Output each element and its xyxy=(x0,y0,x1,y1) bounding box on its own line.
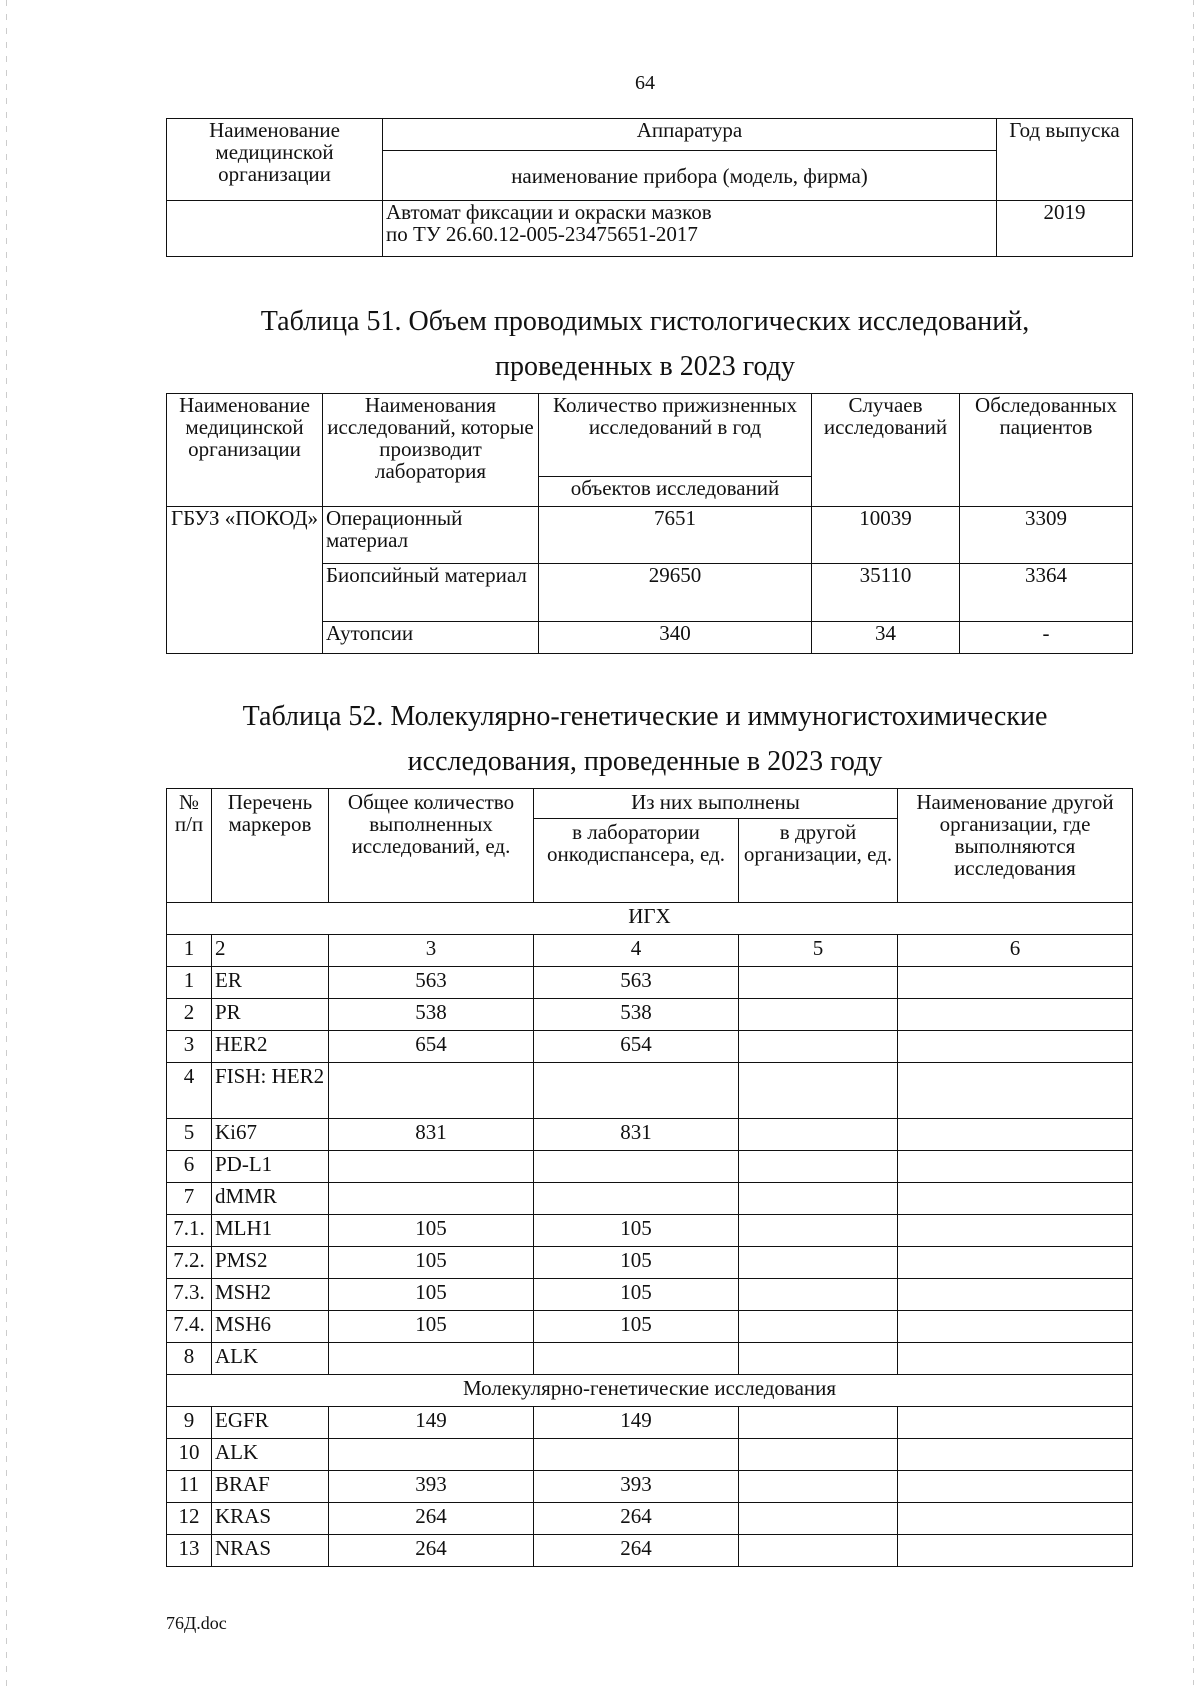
cell-marker: FISH: HER2 xyxy=(212,1063,329,1119)
header-year: Год выпуска xyxy=(997,119,1133,201)
table52-title-line1: Таблица 52. Молекулярно-генетические и иммуногистохимические xyxy=(242,701,1048,732)
cell-other-name xyxy=(898,1471,1133,1503)
cell-num: 13 xyxy=(167,1535,212,1567)
cell-num: 11 xyxy=(167,1471,212,1503)
header-org: Наименование медицинской организации xyxy=(167,394,323,507)
header-org: Наименование медицинской организации xyxy=(167,119,383,201)
table-row xyxy=(167,1279,1133,1311)
scan-edge-right xyxy=(1193,0,1194,1686)
table-row xyxy=(167,1247,1133,1279)
cell-org: ГБУЗ «ПОКОД» xyxy=(167,507,323,654)
scan-edge-left xyxy=(6,0,7,1686)
cell-marker: ALK xyxy=(212,1439,329,1471)
table-row xyxy=(167,1503,1133,1535)
table51-title-line2: проведенных в 2023 году xyxy=(494,351,795,382)
cell-total: 105 xyxy=(329,1311,534,1343)
header-equipment: Аппаратура xyxy=(383,119,997,151)
cell-lab: 264 xyxy=(534,1535,739,1567)
cell-other-name xyxy=(898,1031,1133,1063)
cell-marker: MSH6 xyxy=(212,1311,329,1343)
cell-other-name xyxy=(898,1439,1133,1471)
header-studies: Наименования исследований, которые производит лаборатория xyxy=(323,394,539,507)
cell-num: 4 xyxy=(167,1063,212,1119)
cell-marker: PD-L1 xyxy=(212,1151,329,1183)
cell-total: 105 xyxy=(329,1247,534,1279)
table-row xyxy=(167,1343,1133,1375)
cell-num: 7.1. xyxy=(167,1215,212,1247)
cell-marker: NRAS xyxy=(212,1535,329,1567)
cell-lab xyxy=(534,1151,739,1183)
col-number: 5 xyxy=(739,935,898,967)
cell-total xyxy=(329,1439,534,1471)
cell-patients: 3364 xyxy=(960,564,1133,622)
table-row xyxy=(167,999,1133,1031)
cell-other-name xyxy=(898,1215,1133,1247)
table-row xyxy=(167,1535,1133,1567)
col-number: 1 xyxy=(167,935,212,967)
cell-total: 264 xyxy=(329,1535,534,1567)
cell-patients: - xyxy=(960,622,1133,654)
table51-title-line1: Таблица 51. Объем проводимых гистологических исследований, xyxy=(260,306,1030,337)
cell-total xyxy=(329,1183,534,1215)
cell-other xyxy=(739,999,898,1031)
table-row xyxy=(167,967,1133,999)
cell-other xyxy=(739,1439,898,1471)
cell-study-name: Биопсийный материал xyxy=(323,564,539,622)
cell-total: 654 xyxy=(329,1031,534,1063)
cell-other xyxy=(739,967,898,999)
cell-lab: 149 xyxy=(534,1407,739,1439)
cell-other xyxy=(739,1279,898,1311)
cell-other-name xyxy=(898,1247,1133,1279)
cell-objects: 29650 xyxy=(539,564,812,622)
histology-table xyxy=(166,393,1133,654)
cell-other xyxy=(739,1183,898,1215)
device-line-1: Автомат фиксации и окраски мазков xyxy=(386,200,712,224)
cell-objects: 340 xyxy=(539,622,812,654)
cell-num: 7.4. xyxy=(167,1311,212,1343)
cell-study-name: Операционный материал xyxy=(323,507,539,564)
cell-other-name xyxy=(898,967,1133,999)
cell-other xyxy=(739,1343,898,1375)
cell-marker: dMMR xyxy=(212,1183,329,1215)
header-patients: Обследованных пациентов xyxy=(960,394,1133,507)
cell-other-name xyxy=(898,1535,1133,1567)
table-row xyxy=(167,1063,1133,1119)
header-other: в другой организации, ед. xyxy=(739,819,898,903)
cell-total: 105 xyxy=(329,1215,534,1247)
cell-other xyxy=(739,1311,898,1343)
section-ihc: ИГХ xyxy=(167,903,1133,935)
cell-total: 538 xyxy=(329,999,534,1031)
cell-num: 7 xyxy=(167,1183,212,1215)
cell-study-name: Аутопсии xyxy=(323,622,539,654)
device-line-2: по ТУ 26.60.12-005-23475651-2017 xyxy=(386,222,698,246)
cell-total: 393 xyxy=(329,1471,534,1503)
cell-lab: 831 xyxy=(534,1119,739,1151)
cell-lab xyxy=(534,1439,739,1471)
header-done: Из них выполнены xyxy=(534,789,898,819)
cell-marker: EGFR xyxy=(212,1407,329,1439)
cell-lab: 654 xyxy=(534,1031,739,1063)
table-row xyxy=(167,1311,1133,1343)
cell-marker: ER xyxy=(212,967,329,999)
cell-marker: KRAS xyxy=(212,1503,329,1535)
table-row xyxy=(167,1119,1133,1151)
table-row xyxy=(167,1031,1133,1063)
col-number: 3 xyxy=(329,935,534,967)
header-device: наименование прибора (модель, фирма) xyxy=(383,151,997,201)
header-num: № п/п xyxy=(167,789,212,903)
molgen-rows xyxy=(167,1407,1133,1567)
cell-lab: 393 xyxy=(534,1471,739,1503)
footer-filename: 76Д.doc xyxy=(166,1613,227,1633)
cell-marker: PR xyxy=(212,999,329,1031)
table-row xyxy=(167,1151,1133,1183)
cell-marker: PMS2 xyxy=(212,1247,329,1279)
cell-num: 10 xyxy=(167,1439,212,1471)
cell-lab xyxy=(534,1343,739,1375)
cell-num: 7.2. xyxy=(167,1247,212,1279)
cell-num: 5 xyxy=(167,1119,212,1151)
section-molgen: Молекулярно-генетические исследования xyxy=(167,1375,1133,1407)
cell-lab: 105 xyxy=(534,1279,739,1311)
cell-num: 2 xyxy=(167,999,212,1031)
equipment-table xyxy=(166,118,1133,257)
page-number: 64 xyxy=(635,72,655,94)
cell-other-name xyxy=(898,1503,1133,1535)
col-number: 2 xyxy=(212,935,329,967)
cell-marker: BRAF xyxy=(212,1471,329,1503)
col-number: 4 xyxy=(534,935,739,967)
cell-other-name xyxy=(898,1063,1133,1119)
cell-device xyxy=(383,201,997,257)
cell-cases: 10039 xyxy=(812,507,960,564)
cell-lab: 538 xyxy=(534,999,739,1031)
cell-other xyxy=(739,1151,898,1183)
cell-other-name xyxy=(898,1151,1133,1183)
header-other-name: Наименование другой организации, где выполняются исследования xyxy=(898,789,1133,903)
header-in-lab: в лаборатории онкодиспансера, ед. xyxy=(534,819,739,903)
cell-num: 1 xyxy=(167,967,212,999)
cell-cases: 34 xyxy=(812,622,960,654)
cell-other-name xyxy=(898,1183,1133,1215)
header-total: Общее количество выполненных исследований, ед. xyxy=(329,789,534,903)
cell-other-name xyxy=(898,1279,1133,1311)
cell-patients: 3309 xyxy=(960,507,1133,564)
cell-total xyxy=(329,1063,534,1119)
cell-lab: 563 xyxy=(534,967,739,999)
cell-lab: 105 xyxy=(534,1311,739,1343)
cell-marker: MLH1 xyxy=(212,1215,329,1247)
cell-other xyxy=(739,1063,898,1119)
cell-other-name xyxy=(898,1119,1133,1151)
cell-other xyxy=(739,1247,898,1279)
header-cases: Случаев исследований xyxy=(812,394,960,507)
cell-total xyxy=(329,1151,534,1183)
cell-num: 6 xyxy=(167,1151,212,1183)
table-row xyxy=(167,1407,1133,1439)
cell-other xyxy=(739,1215,898,1247)
cell-year: 2019 xyxy=(997,201,1133,257)
cell-other xyxy=(739,1503,898,1535)
cell-marker: Ki67 xyxy=(212,1119,329,1151)
cell-num: 12 xyxy=(167,1503,212,1535)
cell-lab: 264 xyxy=(534,1503,739,1535)
cell-other-name xyxy=(898,1311,1133,1343)
cell-other xyxy=(739,1031,898,1063)
table52-title-line2: исследования, проведенные в 2023 году xyxy=(407,746,883,777)
cell-total: 264 xyxy=(329,1503,534,1535)
cell-num: 8 xyxy=(167,1343,212,1375)
table-row xyxy=(167,1439,1133,1471)
cell-total: 563 xyxy=(329,967,534,999)
cell-lab: 105 xyxy=(534,1247,739,1279)
cell-other-name xyxy=(898,1343,1133,1375)
table-row xyxy=(167,1471,1133,1503)
cell-other xyxy=(739,1119,898,1151)
cell-org-empty xyxy=(167,201,383,257)
cell-num: 9 xyxy=(167,1407,212,1439)
cell-total xyxy=(329,1343,534,1375)
header-count: Количество прижизненных исследований в год xyxy=(539,394,812,477)
cell-other-name xyxy=(898,999,1133,1031)
cell-marker: MSH2 xyxy=(212,1279,329,1311)
table-row xyxy=(167,1183,1133,1215)
cell-objects: 7651 xyxy=(539,507,812,564)
cell-lab: 105 xyxy=(534,1215,739,1247)
cell-total: 831 xyxy=(329,1119,534,1151)
cell-num: 3 xyxy=(167,1031,212,1063)
cell-other xyxy=(739,1535,898,1567)
ihc-rows xyxy=(167,967,1133,1375)
cell-other xyxy=(739,1471,898,1503)
markers-table xyxy=(166,788,1133,1567)
cell-num: 7.3. xyxy=(167,1279,212,1311)
cell-other xyxy=(739,1407,898,1439)
cell-lab xyxy=(534,1063,739,1119)
table-row xyxy=(167,1215,1133,1247)
cell-marker: ALK xyxy=(212,1343,329,1375)
cell-other-name xyxy=(898,1407,1133,1439)
cell-cases: 35110 xyxy=(812,564,960,622)
col-number: 6 xyxy=(898,935,1133,967)
cell-total: 149 xyxy=(329,1407,534,1439)
cell-total: 105 xyxy=(329,1279,534,1311)
header-markers: Перечень маркеров xyxy=(212,789,329,903)
header-objects: объектов исследований xyxy=(539,477,812,507)
cell-marker: HER2 xyxy=(212,1031,329,1063)
cell-lab xyxy=(534,1183,739,1215)
